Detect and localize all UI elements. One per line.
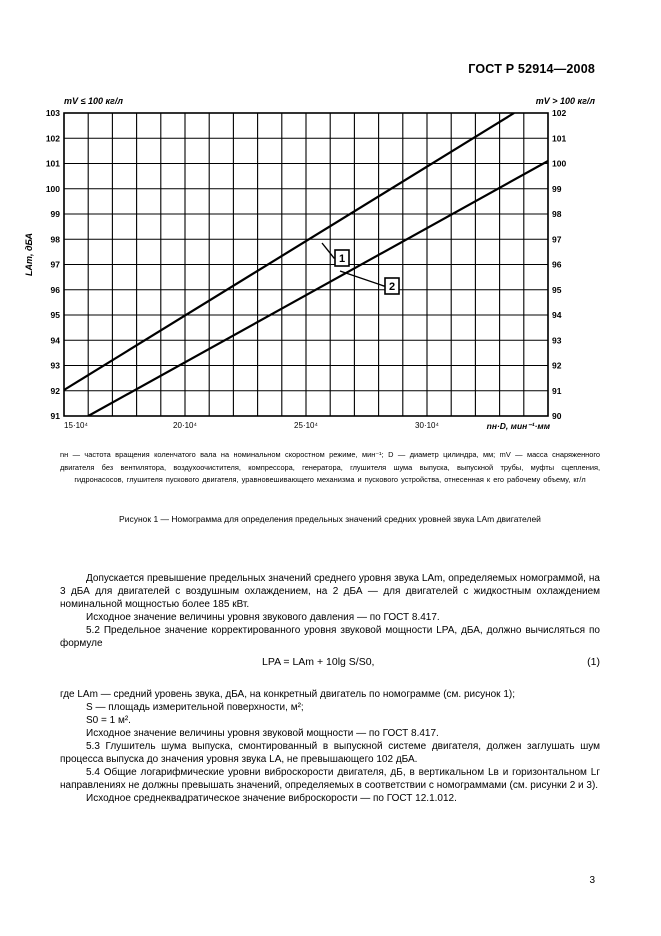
y-left-tick-label: 102 bbox=[45, 133, 60, 144]
y-right-tick-label: 93 bbox=[552, 335, 562, 346]
y-right-tick-label: 97 bbox=[552, 234, 562, 245]
formula: LPA = LAm + 10lg S/S0, bbox=[262, 656, 375, 668]
chart-caption-left: mV ≤ 100 кг/л bbox=[64, 96, 123, 106]
figure-caption: Рисунок 1 — Номограмма для определения предельных значений средних уровней звука LAm двигателей bbox=[119, 514, 541, 524]
series-label: 2 bbox=[388, 281, 396, 293]
y-right-tick-label: 101 bbox=[552, 133, 567, 144]
y-left-tick-label: 94 bbox=[50, 335, 60, 346]
y-left-tick-label: 96 bbox=[50, 284, 60, 295]
body-block-1 bbox=[60, 572, 600, 650]
y-left-tick-label: 92 bbox=[50, 385, 60, 396]
series-line-2 bbox=[88, 161, 548, 416]
y-right-tick-label: 94 bbox=[552, 310, 562, 320]
y-left-tick-label: 98 bbox=[50, 234, 60, 245]
series-leader-line bbox=[340, 271, 390, 286]
paragraph: Исходное среднеквадратическое значение виброскорости — по ГОСТ 12.1.012. bbox=[86, 793, 457, 804]
legend-note: nн — частота вращения коленчатого вала на номинальном скоростном режиме, мин⁻¹; D — диаметр цилиндра, мм; mV — масса снаряженного двигателя без вентилятора, воздухоочистителя, компрессора, генератора, глушителя шума выпуска, выпускной трубы, муфты сцепления, гидронасосов, глушителя пускового двигателя, уравновешивающего механизма и пускового устройства, отнесенная к его рабочему объему, кг/л bbox=[60, 450, 600, 485]
paragraph: 5.2 Предельное значение корректированного уровня звуковой мощности LPA, дБА, должно вычисляться по формуле bbox=[60, 625, 600, 649]
paragraph: 5.4 Общие логарифмические уровни виброскорости двигателя, дБ, в вертикальном Lв и горизонтальном Lг направлениях не должны превышать значений, определяемых в соответствии с номограммами (см. рисунки 2 и 3). bbox=[60, 767, 600, 791]
y-right-tick-label: 100 bbox=[552, 158, 567, 169]
y-right-tick-label: 91 bbox=[552, 385, 562, 396]
body-block-2 bbox=[60, 688, 600, 805]
document-number: ГОСТ Р 52914—2008 bbox=[468, 62, 595, 76]
x-tick-label: 25·10⁴ bbox=[294, 421, 318, 430]
formula-number: (1) bbox=[587, 656, 600, 668]
paragraph: Исходное значение величины уровня звуковой мощности — по ГОСТ 8.417. bbox=[86, 728, 439, 739]
y-right-tick-label: 99 bbox=[552, 183, 562, 194]
x-tick-label: 20·10⁴ bbox=[173, 421, 197, 430]
x-tick-label: 15·10⁴ bbox=[64, 421, 88, 430]
y-left-tick-label: 100 bbox=[45, 183, 60, 194]
y-right-tick-label: 96 bbox=[552, 259, 562, 270]
y-axis-label: LAm, дБА bbox=[24, 232, 34, 277]
y-right-tick-label: 90 bbox=[552, 411, 562, 421]
series-label: 1 bbox=[338, 253, 346, 265]
y-left-tick-label: 91 bbox=[50, 411, 60, 421]
y-left-tick-label: 95 bbox=[50, 310, 60, 320]
x-axis-label: nн·D, мин⁻¹·мм bbox=[486, 421, 550, 431]
formula-row bbox=[60, 656, 600, 672]
y-left-tick-label: 103 bbox=[45, 108, 60, 118]
series-line-1 bbox=[64, 113, 514, 390]
paragraph: S0 = 1 м². bbox=[86, 715, 131, 726]
y-left-tick-label: 97 bbox=[50, 259, 60, 270]
chart-caption-right: mV > 100 кг/л bbox=[535, 96, 595, 106]
y-right-tick-label: 92 bbox=[552, 360, 562, 371]
y-left-tick-label: 101 bbox=[45, 158, 60, 169]
y-right-tick-label: 95 bbox=[552, 284, 562, 295]
paragraph: 5.3 Глушитель шума выпуска, смонтированный в выпускной системе двигателя, должен заглушать шум процесса выпуска до значения уровня звука LA, не превышающего 102 дБА. bbox=[60, 741, 600, 765]
x-tick-label: 30·10⁴ bbox=[415, 421, 439, 430]
paragraph: Допускается превышение предельных значений среднего уровня звука LAm, определяемых номограммой, на 3 дБА для двигателей с воздушным охлаждением, на 2 дБА — для двигателей с жидкостным охлаждением номинальной мощностью более 185 кВт. bbox=[60, 573, 600, 610]
page-number: 3 bbox=[589, 875, 595, 886]
paragraph: Исходное значение величины уровня звукового давления — по ГОСТ 8.417. bbox=[86, 612, 440, 623]
y-left-tick-label: 99 bbox=[50, 209, 60, 219]
nomogram-chart bbox=[0, 0, 661, 440]
y-right-tick-label: 98 bbox=[552, 209, 562, 219]
y-left-tick-label: 93 bbox=[50, 360, 60, 371]
paragraph: где LAm — средний уровень звука, дБА, на конкретный двигатель по номограмме (см. рисунок 1); bbox=[60, 689, 516, 700]
y-right-tick-label: 102 bbox=[552, 108, 567, 118]
paragraph: S — площадь измерительной поверхности, м²; bbox=[86, 702, 304, 713]
